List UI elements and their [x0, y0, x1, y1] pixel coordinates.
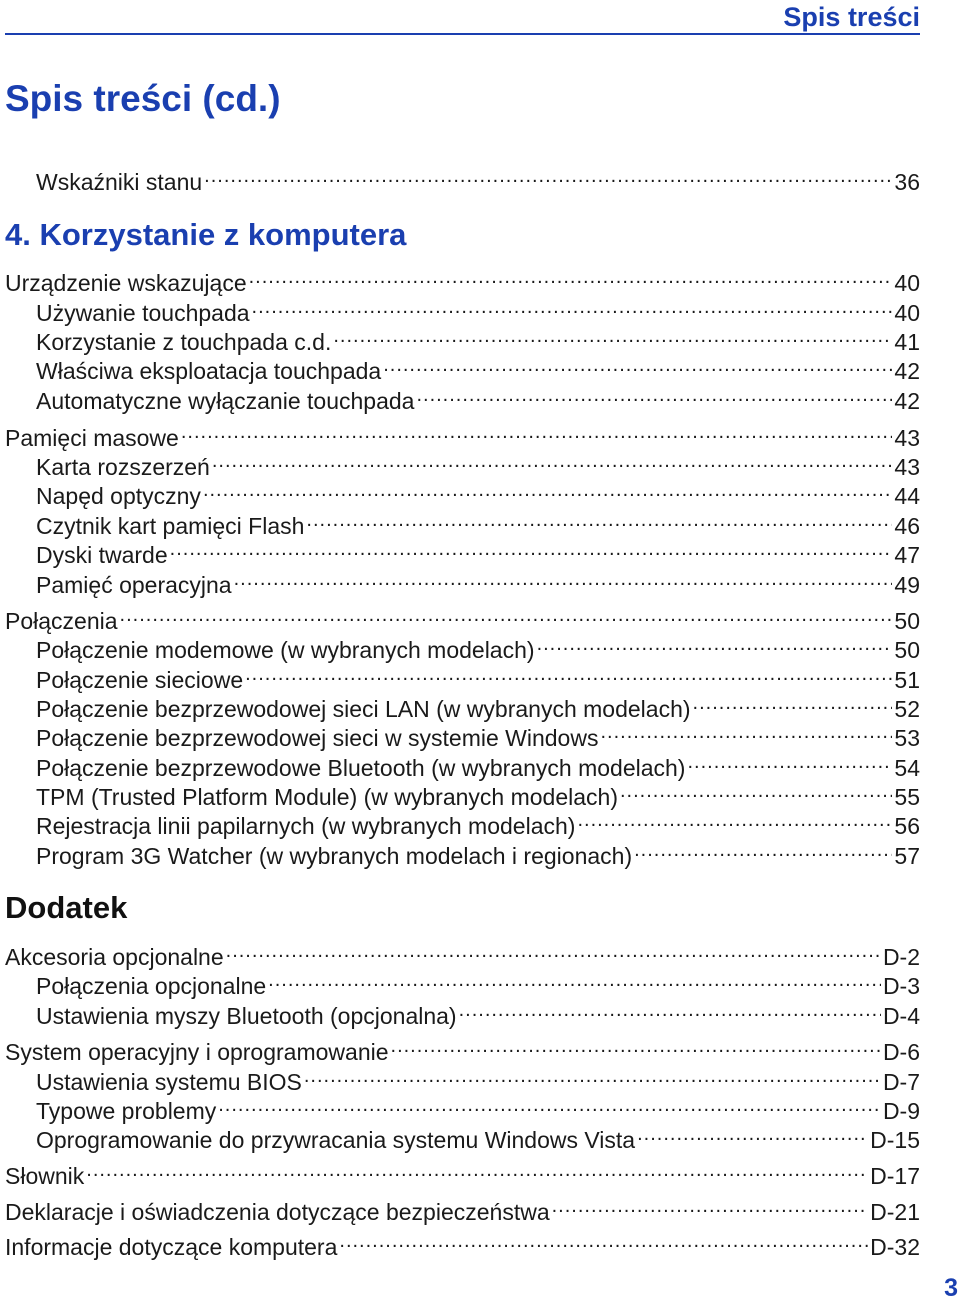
header-rule — [5, 33, 920, 35]
toc-entry-page: 46 — [894, 513, 920, 539]
dot-leader — [245, 660, 892, 688]
toc-entry-label: Pamięci masowe — [5, 425, 179, 451]
dot-leader — [577, 806, 892, 834]
toc-entry-page: 43 — [894, 454, 920, 480]
toc-entry-label: Deklaracje i oświadczenia dotyczące bezpieczeństwa — [5, 1199, 550, 1225]
section-heading-appendix: Dodatek — [5, 890, 128, 925]
dot-leader — [687, 748, 892, 776]
dot-leader — [212, 447, 893, 475]
dot-leader — [226, 937, 881, 965]
toc-entry-page: 53 — [894, 725, 920, 751]
dot-leader — [620, 777, 892, 805]
dot-leader — [306, 506, 892, 534]
toc-entry[interactable] — [36, 322, 920, 355]
toc-entry-page: 41 — [894, 329, 920, 355]
dot-leader — [634, 836, 892, 864]
toc-entry-label: Połączenie modemowe (w wybranych modelach) — [36, 637, 535, 663]
dot-leader — [416, 381, 892, 409]
dot-leader — [333, 322, 892, 350]
toc-entry-page: 44 — [894, 483, 920, 509]
toc-entry[interactable] — [5, 263, 920, 296]
dot-leader — [252, 293, 893, 321]
toc-entry[interactable] — [36, 506, 920, 539]
toc-entry-label: Pamięć operacyjna — [36, 572, 232, 598]
toc-entry[interactable] — [36, 293, 920, 326]
toc-entry-page: 43 — [894, 425, 920, 451]
toc-entry-label: Ustawienia systemu BIOS — [36, 1069, 302, 1095]
toc-entry-page: 57 — [894, 843, 920, 869]
toc-entry-page: D-32 — [870, 1234, 920, 1260]
toc-entry[interactable] — [5, 1192, 920, 1225]
toc-entry[interactable] — [36, 996, 920, 1029]
toc-entry[interactable] — [36, 351, 920, 384]
toc-entry-label: Właściwa eksploatacja touchpada — [36, 358, 382, 384]
toc-entry-label: Ustawienia myszy Bluetooth (opcjonalna) — [36, 1003, 457, 1029]
toc-entry-page: D-4 — [882, 1003, 920, 1029]
toc-entry-page: 40 — [894, 300, 920, 326]
toc-entry[interactable] — [5, 1156, 920, 1189]
toc-entry[interactable] — [5, 1227, 920, 1260]
toc-entry-label: Oprogramowanie do przywracania systemu Windows Vista — [36, 1127, 636, 1153]
dot-leader — [637, 1120, 868, 1148]
dot-leader — [249, 263, 893, 291]
toc-entry-page: D-17 — [870, 1163, 920, 1189]
toc-entry-label: Automatyczne wyłączanie touchpada — [36, 388, 415, 414]
toc-entry[interactable] — [36, 630, 920, 663]
toc-entry-status-indicators[interactable] — [36, 162, 920, 195]
toc-entry[interactable] — [36, 476, 920, 509]
toc-entry-label: Karta rozszerzeń — [36, 454, 210, 480]
toc-entry-label: Typowe problemy — [36, 1098, 217, 1124]
dot-leader — [383, 351, 892, 379]
dot-leader — [537, 630, 893, 658]
toc-entry-page: 52 — [894, 696, 920, 722]
dot-leader — [552, 1192, 869, 1220]
dot-leader — [203, 476, 892, 504]
dot-leader — [204, 162, 892, 190]
toc-entry-label: Słownik — [5, 1163, 85, 1189]
toc-entry-page: D-7 — [882, 1069, 920, 1095]
toc-entry-label: Program 3G Watcher (w wybranych modelach i regionach) — [36, 843, 633, 869]
toc-entry-page: 56 — [894, 813, 920, 839]
toc-entry-page: 47 — [894, 542, 920, 568]
toc-entry-page: 36 — [894, 169, 920, 195]
dot-leader — [86, 1156, 868, 1184]
toc-entry[interactable] — [36, 1091, 920, 1124]
dot-leader — [268, 966, 881, 994]
toc-entry-label: Korzystanie z touchpada c.d. — [36, 329, 332, 355]
toc-entry-label: Połączenie bezprzewodowe Bluetooth (w wybranych modelach) — [36, 755, 686, 781]
toc-entry[interactable] — [36, 689, 920, 722]
toc-entry-page: 51 — [894, 667, 920, 693]
toc-entry-page: D-9 — [882, 1098, 920, 1124]
toc-entry-label: Używanie touchpada — [36, 300, 250, 326]
toc-entry[interactable] — [5, 1032, 920, 1065]
toc-entry-page: D-21 — [870, 1199, 920, 1225]
toc-entry-label: Połączenie sieciowe — [36, 667, 244, 693]
toc-entry[interactable] — [5, 601, 920, 634]
toc-entry[interactable] — [36, 777, 920, 810]
dot-leader — [600, 718, 892, 746]
toc-entry-label: Urządzenie wskazujące — [5, 270, 247, 296]
toc-entry-page: 42 — [894, 388, 920, 414]
toc-entry[interactable] — [36, 565, 920, 598]
toc-entry-label: Połączenia — [5, 608, 118, 634]
toc-entry[interactable] — [36, 1120, 920, 1153]
dot-leader — [234, 565, 893, 593]
toc-entry[interactable] — [36, 966, 920, 999]
toc-entry-label: Napęd optyczny — [36, 483, 201, 509]
toc-entry[interactable] — [36, 1062, 920, 1095]
toc-entry-label: Informacje dotyczące komputera — [5, 1234, 338, 1260]
dot-leader — [339, 1227, 868, 1255]
toc-entry-label: Połączenie bezprzewodowej sieci w systemie Windows — [36, 725, 599, 751]
toc-entry[interactable] — [36, 381, 920, 414]
toc-entry[interactable] — [36, 660, 920, 693]
toc-entry[interactable] — [36, 718, 920, 751]
toc-entry-label: Połączenie bezprzewodowej sieci LAN (w wybranych modelach) — [36, 696, 691, 722]
toc-entry[interactable] — [5, 418, 920, 451]
header-section-label: Spis treści — [783, 2, 920, 32]
toc-entry[interactable] — [36, 447, 920, 480]
dot-leader — [693, 689, 893, 717]
toc-entry[interactable] — [36, 535, 920, 568]
toc-entry-page: D-3 — [882, 973, 920, 999]
toc-entry-label: System operacyjny i oprogramowanie — [5, 1039, 389, 1065]
dot-leader — [391, 1032, 881, 1060]
toc-entry-page: D-15 — [870, 1127, 920, 1153]
dot-leader — [218, 1091, 881, 1119]
dot-leader — [170, 535, 893, 563]
toc-entry-label: Wskaźniki stanu — [36, 169, 203, 195]
toc-entry-page: 50 — [894, 608, 920, 634]
toc-entry-page: 54 — [894, 755, 920, 781]
toc-entry-page: 55 — [894, 784, 920, 810]
toc-entry-page: D-2 — [882, 944, 920, 970]
dot-leader — [304, 1062, 881, 1090]
toc-entry[interactable] — [36, 806, 920, 839]
toc-entry-page: D-6 — [882, 1039, 920, 1065]
dot-leader — [120, 601, 893, 629]
toc-entry-label: Rejestracja linii papilarnych (w wybranych modelach) — [36, 813, 576, 839]
toc-entry-label: TPM (Trusted Platform Module) (w wybranych modelach) — [36, 784, 618, 810]
toc-entry-label: Czytnik kart pamięci Flash — [36, 513, 305, 539]
page-number: 3 — [944, 1274, 958, 1302]
toc-entry[interactable] — [36, 836, 920, 869]
toc-entry-page: 50 — [894, 637, 920, 663]
toc-entry[interactable] — [5, 937, 920, 970]
toc-entry-page: 40 — [894, 270, 920, 296]
page-title: Spis treści (cd.) — [5, 78, 281, 119]
toc-entry-page: 49 — [894, 572, 920, 598]
toc-entry-label: Dyski twarde — [36, 542, 168, 568]
toc-entry-label: Akcesoria opcjonalne — [5, 944, 224, 970]
toc-entry-label: Połączenia opcjonalne — [36, 973, 267, 999]
dot-leader — [459, 996, 881, 1024]
dot-leader — [181, 418, 893, 446]
section-heading-chapter-4: 4. Korzystanie z komputera — [5, 217, 407, 252]
toc-entry-page: 42 — [894, 358, 920, 384]
toc-entry[interactable] — [36, 748, 920, 781]
